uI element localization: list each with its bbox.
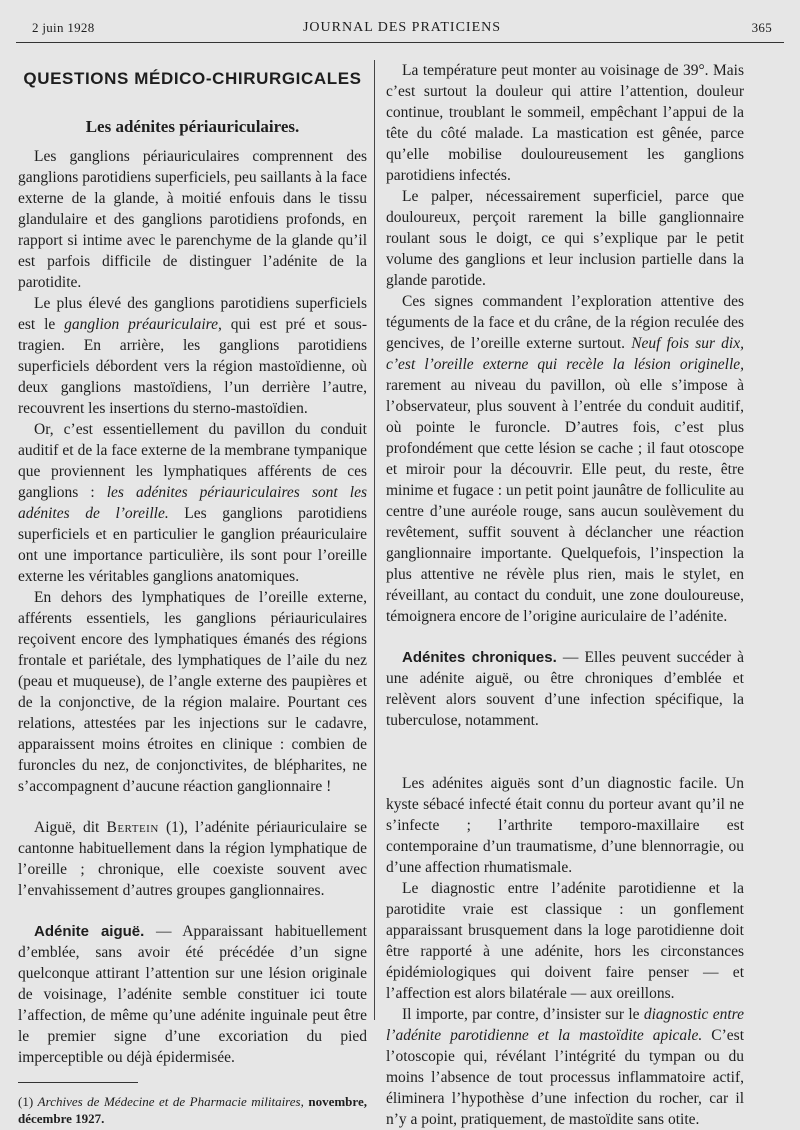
paragraph: Adénites chroniques. — Elles peuvent succéder à une adénite aiguë, ou être chroniques d’emblée et relèvent alors souvent d’une infection spécifique, la tuberculose, notamment.: [386, 649, 745, 729]
header-rule: [16, 42, 784, 43]
author-name: Bertein: [106, 819, 159, 836]
emphasis: les adénites périauriculaires sont les adénites de l’oreille.: [18, 484, 367, 522]
right-column: [386, 60, 744, 1130]
left-column: [18, 68, 367, 1127]
paragraph: Les ganglions périauriculaires comprennent des ganglions parotidiens superficiels, peu saillants à la face externe de la glande, à moitié enfouis dans le tissu glandulaire et des ganglions parotidiens profonds, en rapport si intime avec le parenchyme de la glande qu’il est parfois difficile de distinguer l’adénite de la parotidite.: [18, 148, 367, 291]
paragraph: Le palper, nécessairement superficiel, parce que douloureux, perçoit rarement la bille ganglionnaire roulant sous le doigt, ce qui s’explique par le petit volume des ganglions et leur inclusion partielle dans la glande parotide.: [386, 188, 744, 289]
page-number: 365: [751, 20, 772, 35]
section-heading: QUESTIONS MÉDICO-CHIRURGICALES: [23, 69, 362, 88]
paragraph: Le diagnostic entre l’adénite parotidienne et la parotidite vraie est classique : un gonflement apparaissant brusquement dans la loge parotidienne doit être rapporté à une adénite, hors les circonstances épidémiologiques qui doivent faire penser — et l’affection est alors bilatérale — aux oreillons.: [386, 880, 744, 1002]
paragraph: Or, c’est essentiellement du pavillon du conduit auditif et de la face externe de la membrane tympanique que proviennent les lymphatiques afférents de ces ganglions : les adénites périauriculaires sont les adénites de l’oreille. Les ganglions parotidiens superficiels et en particulier le ganglion préauriculaire ont une importance particulière, ils sont pour l’oreille externe les véritables ganglions anatomiques.: [18, 421, 368, 585]
footnote: (1) Archives de Médecine et de Pharmacie militaires, novembre, décembre 1927.: [18, 1094, 367, 1126]
paragraph: Les adénites aiguës sont d’un diagnostic facile. Un kyste sébacé infecté était connu du porteur avant qu’il ne s’infecte ; l’arthrite temporo-maxillaire est contemporaine d’un traumatisme, d’une blennorragie, ou d’une affection rhumatismale.: [386, 775, 744, 876]
subheading: Adénites chroniques.: [402, 649, 557, 666]
paragraph: La température peut monter au voisinage de 39°. Mais c’est surtout la douleur qui attire l’attention, douleur continue, troublant le sommeil, empêchant l’appui de la tête du côté malade. La mastication est gênée, parce qu’elle mobilise douloureusement les ganglions parotidiens infectés.: [386, 62, 744, 184]
article-title: Les adénites périauriculaires.: [85, 117, 300, 136]
paragraph: Adénite aiguë. — Apparaissant habituellement d’emblée, sans avoir été précédée d’un signe quelconque attirant l’attention sur une lésion originale de voisinage, l’adénite semble constituer ici toute l’affection, de même qu’une adénite inguinale peut être le premier signe d’une excoriation du pied imperceptible ou déjà épidermisée.: [18, 923, 367, 1066]
paragraph: En dehors des lymphatiques de l’oreille externe, afférents essentiels, les ganglions périauriculaires reçoivent encore des lymphatiques émanés des régions frontale et pariétale, des lymphatiques de l’aile du nez (peau et muqueuse), de l’angle externe des paupières et de la conjonctive, de la région malaire. Pourtant ces relations, attestées par les injections sur le cadavre, apparaissent moins étroites en clinique : combien de furoncles du nez, de conjonctivites, de blépharites, ne s’accompagnent d’aucune réaction ganglionnaire !: [18, 589, 367, 795]
column-separator: [374, 60, 375, 1020]
running-header: [32, 18, 772, 40]
subheading: Adénite aiguë.: [34, 923, 145, 940]
emphasis: Neuf fois sur dix, c’est l’oreille externe qui recèle la lésion originelle,: [386, 335, 744, 373]
paragraph: Le plus élevé des ganglions parotidiens superficiels est le ganglion préauriculaire, qui est pré et sous-tragien. En arrière, les ganglions parotidiens superficiels débordent vers la région mastoïdienne, où deux ganglions mastoïdiens, l’un derrière l’autre, recouvrent les insertions du sterno-mastoïdien.: [18, 295, 367, 417]
paragraph: Aiguë, dit Bertein (1), l’adénite périauriculaire se cantonne habituellement dans la région lymphatique de l’oreille ; chronique, elle coexiste souvent avec l’envahissement d’autres groupes ganglionnaires.: [18, 819, 367, 899]
paragraph: Il importe, par contre, d’insister sur le diagnostic entre l’adénite parotidienne et la mastoïdite apicale. C’est l’otoscopie qui, révélant l’intégrité du tympan ou du moins l’absence de tout processus inflammatoire actif, éliminera l’hypothèse d’une infection du rocher, car il n’y a point, pratiquement, de mastoïdite sans otite.: [386, 1006, 745, 1128]
emphasis: ganglion préauriculaire,: [64, 316, 222, 333]
header-date: 2 juin 1928: [32, 20, 95, 35]
emphasis: diagnostic entre l’adénite parotidienne et la mastoïdite apicale.: [386, 1006, 744, 1044]
footnote-rule: [18, 1082, 138, 1083]
journal-title: JOURNAL DES PRATICIENS: [302, 20, 502, 35]
paragraph: Ces signes commandent l’exploration attentive des téguments de la face et du crâne, de la région reculée des gencives, de l’oreille externe surtout. Neuf fois sur dix, c’est l’oreille externe qui recèle la lésion originelle, rarement au niveau du pavillon, où elle s’impose à l’observateur, plus souvent à l’entrée du conduit auditif, où pointe le furoncle. D’autres fois, c’est plus profondément que cette lésion se cache ; il faut otoscope et miroir pour la découvrir. Elle peut, du reste, être minime et fugace : un petit point jaunâtre de folliculite au centre d’une auréole rouge, sans aucun soulèvement du revêtement, suffit souvent à déclancher une réaction ganglionnaire importante. Quelquefois, l’inspection la plus attentive ne révèle plus rien, mais le stylet, en réveillant, au contact du conduit, une zone douloureuse, témoignera encore de l’origine auriculaire de l’adénite.: [386, 293, 744, 625]
